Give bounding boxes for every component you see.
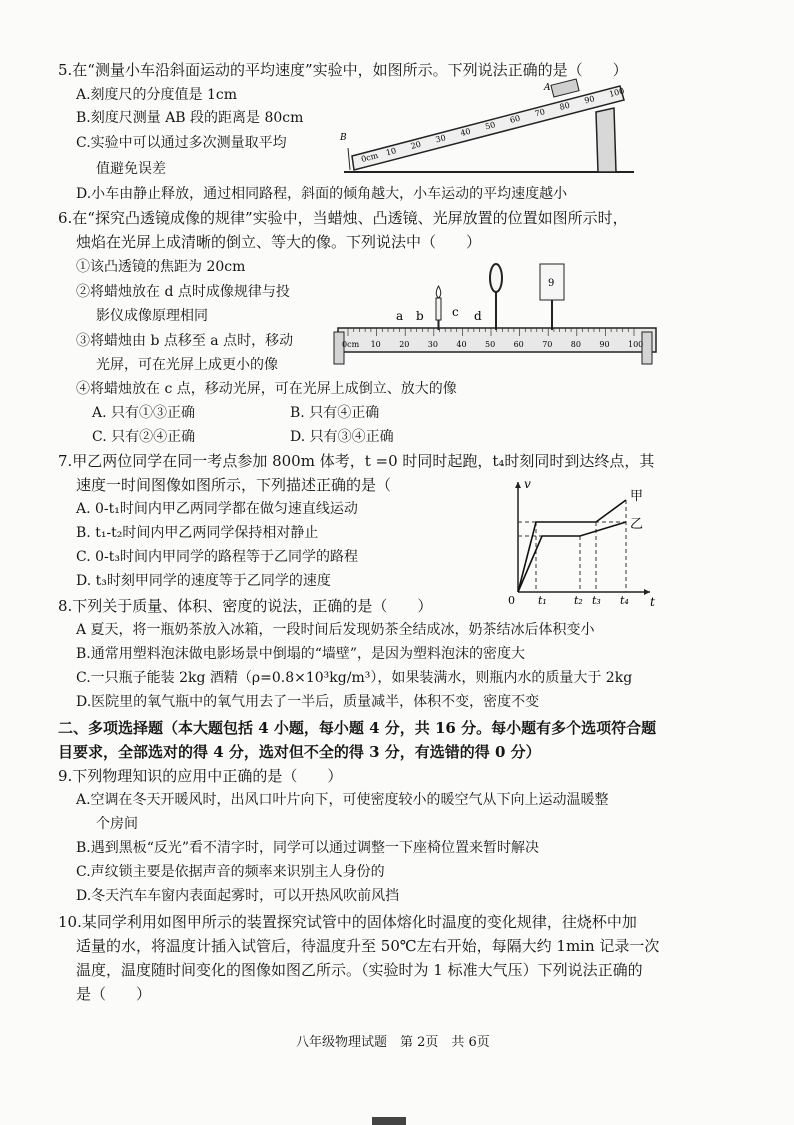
q10-stem-line3: 温度，温度随时间变化的图像如图乙所示。（实验时为 1 标准大气压）下列说法正确的 — [76, 961, 643, 979]
tick-t2: t₂ — [574, 594, 583, 607]
flame-icon — [436, 286, 441, 298]
section-2-heading-line2: 目要求，全部选对的得 4 分，选对但不全的得 3 分，有选错的得 0 分） — [58, 743, 541, 761]
q7-stem-line1: 7.甲乙两位同学在同一考点参加 800m 体考，t =0 时同时起跑，t₄时刻同时到达终点，其 — [58, 452, 655, 470]
q7-stem-line2: 速度一时间图像如图所示，下列描述正确的是（ — [76, 476, 392, 494]
q6-stem-line2: 烛焰在光屏上成清晰的倒立、等大的像。下列说法中（ ） — [76, 233, 482, 251]
convex-lens — [490, 264, 502, 292]
incline-support — [596, 108, 616, 172]
q6-option-d: D. 只有③④正确 — [290, 429, 394, 445]
page-edge-mark — [372, 1117, 406, 1125]
q8-option-b: B.通常用塑料泡沫做电影场景中倒塌的“墙壁”，是因为塑料泡沫的密度大 — [76, 646, 526, 662]
q6-statement-1: ①该凸透镜的焦距为 20cm — [76, 259, 246, 275]
q6-statement-2: ②将蜡烛放在 d 点时成像规律与投 — [76, 284, 290, 300]
q5-option-c-cont: 值避免误差 — [96, 161, 166, 177]
point-b: b — [416, 309, 424, 323]
q6-stem-line1: 6.在“探究凸透镜成像的规律”实验中，当蜡烛、凸透镜、光屏放置的位置如图所示时， — [58, 209, 628, 227]
q9-option-a-cont: 个房间 — [96, 816, 138, 832]
q7-option-c: C. 0-t₃时间内甲同学的路程等于乙同学的路程 — [76, 549, 358, 565]
ruler-tick-label: 70 — [533, 107, 546, 119]
series-jia-label: 甲 — [630, 489, 644, 504]
q5-stem: 5.在“测量小车沿斜面运动的平均速度”实验中，如图所示。下列说法正确的是（ ） — [58, 61, 628, 79]
q6-option-a: A. 只有①③正确 — [92, 405, 196, 421]
cart — [551, 79, 579, 97]
q5-option-b: B.刻度尺测量 AB 段的距离是 80cm — [76, 110, 304, 126]
q9-option-a: A.空调在冬天开暖风时，出风口叶片向下，可使密度较小的暖空气从下向上运动温暖整 — [76, 792, 609, 808]
q6-option-c: C. 只有②④正确 — [92, 429, 196, 445]
bench-tick-label: 60 — [513, 340, 524, 349]
q10-stem-line4: 是（ ） — [76, 985, 152, 1003]
q6-statement-4: ④将蜡烛放在 c 点，移动光屏，可在光屏上成倒立、放大的像 — [76, 381, 457, 397]
tick-t1: t₁ — [538, 594, 547, 607]
q6-option-b: B. 只有④正确 — [290, 405, 380, 421]
bench-tick-label: 80 — [570, 340, 581, 349]
velocity-time-graph — [500, 476, 660, 608]
ruler-tick-label: 80 — [558, 100, 571, 112]
point-c: c — [452, 305, 459, 319]
ruler-tick-label: 30 — [434, 133, 447, 145]
q6-statement-3: ③将蜡烛由 b 点移至 a 点时，移动 — [76, 333, 294, 349]
stopper — [348, 148, 350, 170]
ruler-tick-label: 100 — [608, 86, 626, 99]
q6-statement-2-cont: 影仪成像原理相同 — [96, 308, 208, 324]
section-2-heading-line1: 二、多项选择题（本大题包括 4 小题，每小题 4 分，共 16 分。每小题有多个选项符合题 — [58, 719, 657, 737]
bench-tick-label: 10 — [370, 340, 381, 349]
tick-t4: t₄ — [620, 594, 629, 607]
q5-option-a: A.刻度尺的分度值是 1cm — [76, 87, 238, 103]
q8-option-a: A 夏天，将一瓶奶茶放入冰箱，一段时间后发现奶茶全结成冰，奶茶结冰后体积变小 — [76, 622, 595, 638]
point-a: a — [396, 309, 404, 323]
ruler-tick-label: 50 — [484, 120, 497, 132]
q9-option-b: B.遇到黑板“反光”看不清字时，同学可以通过调整一下座椅位置来暂时解决 — [76, 840, 540, 856]
point-b-label: B — [340, 133, 347, 143]
q6-statement-3-cont: 光屏，可在光屏上成更小的像 — [96, 357, 278, 373]
candle — [436, 298, 441, 320]
origin-label: 0 — [508, 594, 515, 607]
series-jia-line — [518, 500, 626, 592]
ruler-tick-label: 60 — [509, 113, 522, 125]
bench-tick-label: 0cm — [342, 340, 360, 349]
series-yi-label: 乙 — [630, 517, 644, 532]
q9-option-d: D.冬天汽车车窗内表面起雾时，可以开热风吹前风挡 — [76, 888, 400, 904]
bench-tick-label: 100 — [628, 340, 644, 349]
bench-tick-label: 50 — [485, 340, 496, 349]
bench-tick-label: 70 — [542, 340, 553, 349]
q5-option-c: C.实验中可以通过多次测量取平均 — [76, 135, 287, 151]
optical-bench-figure — [330, 256, 660, 372]
ruler-tick-label: 40 — [459, 126, 472, 138]
ruler-tick-label: 10 — [385, 146, 398, 158]
ruler-tick-label: 20 — [409, 139, 422, 151]
page-footer: 八年级物理试题 第 2页 共 6页 — [296, 1035, 490, 1050]
q10-stem-line2: 适量的水，将温度计插入试管后，待温度升至 50℃左右开始，每隔大约 1min 记录一次 — [76, 937, 660, 955]
bench-tick-label: 30 — [427, 340, 438, 349]
series-yi-line — [518, 522, 626, 592]
bench-tick-label: 90 — [599, 340, 610, 349]
ruler-tick-label: 0cm — [360, 150, 380, 164]
v-label: v — [524, 477, 531, 491]
incline-ruler-figure — [338, 78, 638, 180]
q8-stem: 8.下列关于质量、体积、密度的说法，正确的是（ ） — [58, 597, 433, 615]
image-on-screen: 9 — [548, 278, 555, 289]
q9-option-c: C.声纹锁主要是依据声音的频率来识别主人身份的 — [76, 864, 385, 880]
t-label: t — [650, 595, 655, 608]
q8-option-d: D.医院里的氧气瓶中的氧气用去了一半后，质量减半，体积不变，密度不变 — [76, 694, 540, 710]
q7-option-b: B. t₁-t₂时间内甲乙两同学保持相对静止 — [76, 525, 319, 541]
q7-option-d: D. t₃时刻甲同学的速度等于乙同学的速度 — [76, 573, 331, 589]
q9-stem: 9.下列物理知识的应用中正确的是（ ） — [58, 767, 343, 785]
bench-tick-label: 20 — [399, 340, 410, 349]
q7-option-a: A. 0-t₁时间内甲乙两同学都在做匀速直线运动 — [76, 501, 358, 517]
q10-stem-line1: 10.某同学利用如图甲所示的装置探究试管中的固体熔化时温度的变化规律，往烧杯中加 — [58, 913, 637, 931]
q5-option-d: D.小车由静止释放，通过相同路程，斜面的倾角越大，小车运动的平均速度越小 — [76, 186, 568, 202]
bench-leg-right — [642, 332, 652, 364]
q8-option-c: C.一只瓶子能装 2kg 酒精（ρ=0.8×10³kg/m³），如果装满水，则瓶内水的质量大于 2kg — [76, 670, 633, 686]
bench-tick-label: 40 — [456, 340, 467, 349]
tick-t3: t₃ — [592, 594, 601, 607]
ruler-tick-label: 90 — [583, 94, 596, 106]
point-a-label: A — [544, 83, 551, 93]
point-d: d — [474, 309, 482, 323]
